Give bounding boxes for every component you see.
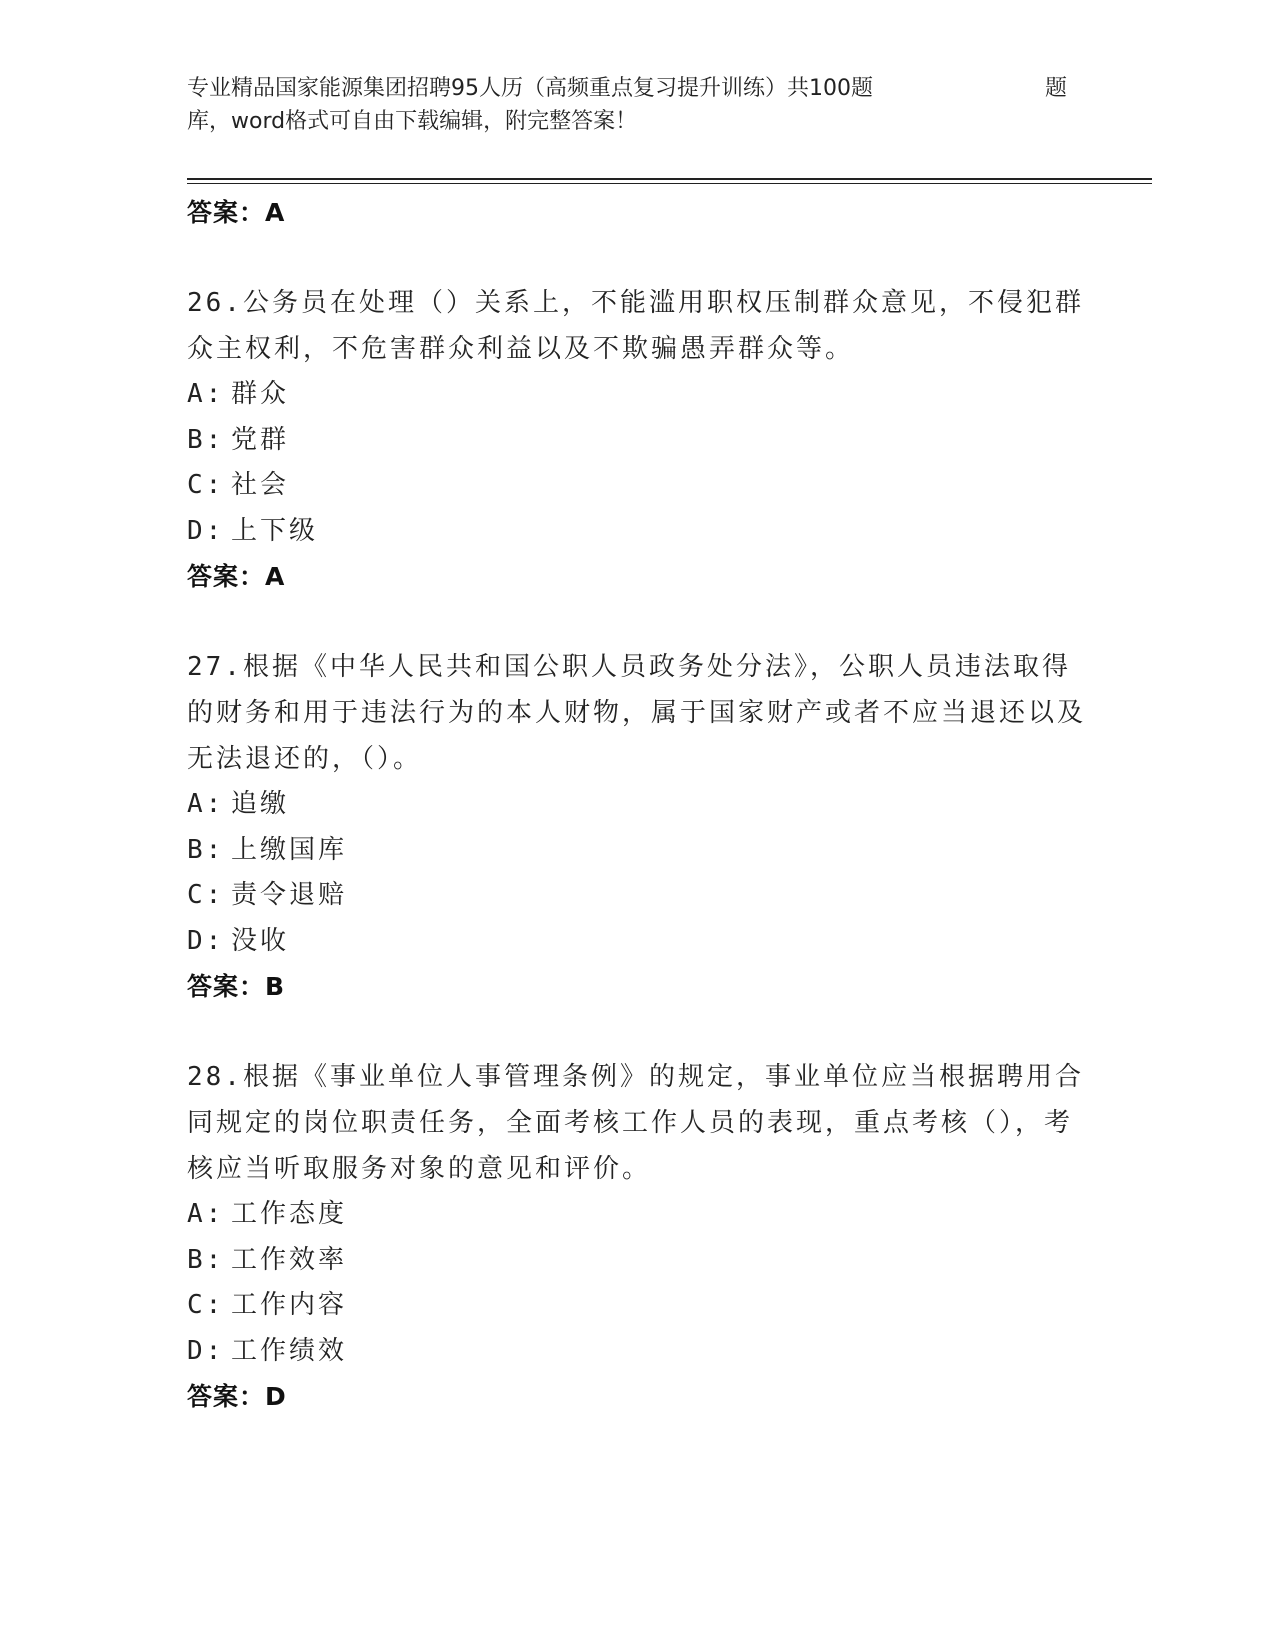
page-header	[187, 72, 1067, 138]
option-text: 责令退赔	[231, 880, 348, 910]
question-text: 26.公务员在处理（）关系上，不能滥用职权压制群众意见，不侵犯群众主权利，不危害群众利益以及不欺骗愚弄群众等。	[187, 288, 1084, 364]
header-divider-thin	[187, 183, 1152, 184]
option-text: 上下级	[231, 515, 319, 546]
spacer	[187, 600, 1087, 644]
option-text: 工作内容	[231, 1290, 348, 1320]
answer-line: 答案：D	[187, 1382, 287, 1411]
option-letter: C:	[187, 1290, 225, 1320]
option-c	[187, 1283, 1087, 1329]
option-a	[187, 372, 1087, 418]
option-b	[187, 418, 1087, 464]
option-b	[187, 1238, 1087, 1284]
option-text: 工作态度	[231, 1199, 348, 1229]
option-a	[187, 1192, 1087, 1238]
option-letter: D:	[187, 1335, 225, 1366]
option-text: 工作效率	[231, 1244, 348, 1275]
header-title-line2: 库，word格式可自由下载编辑，附完整答案！	[187, 109, 638, 134]
answer-line: 答案：A	[187, 562, 286, 591]
option-d	[187, 1329, 1087, 1375]
question-block	[187, 1054, 1087, 1420]
option-letter: A:	[187, 789, 225, 819]
question-list	[187, 190, 1087, 1420]
option-letter: D:	[187, 515, 225, 546]
question-text: 27.根据《中华人民共和国公职人员政务处分法》，公职人员违法取得的财务和用于违法行为的本人财物，属于国家财产或者不应当退还以及无法退还的，（）。	[187, 652, 1087, 774]
option-letter: A:	[187, 379, 225, 409]
option-text: 社会	[231, 470, 290, 500]
option-text: 群众	[231, 379, 290, 409]
question-block	[187, 280, 1087, 600]
option-letter: C:	[187, 470, 225, 500]
option-letter: B:	[187, 424, 225, 455]
header-title-line1: 专业精品国家能源集团招聘95人历（高频重点复习提升训练）共100题	[187, 76, 873, 101]
option-b	[187, 828, 1087, 874]
option-letter: A:	[187, 1199, 225, 1229]
option-text: 没收	[231, 925, 290, 956]
option-letter: B:	[187, 1244, 225, 1275]
answer-line: 答案：B	[187, 972, 286, 1001]
option-c	[187, 463, 1087, 509]
option-letter: B:	[187, 834, 225, 865]
question-text: 28.根据《事业单位人事管理条例》的规定，事业单位应当根据聘用合同规定的岗位职责任务，全面考核工作人员的表现，重点考核（），考核应当听取服务对象的意见和评价。	[187, 1062, 1084, 1184]
spacer	[187, 236, 1087, 280]
option-text: 党群	[231, 424, 290, 455]
option-text: 工作绩效	[231, 1335, 348, 1366]
spacer	[187, 1010, 1087, 1054]
option-letter: D:	[187, 925, 225, 956]
header-title-tail: 题	[1044, 76, 1067, 101]
option-text: 追缴	[231, 789, 290, 819]
header-divider-thick	[187, 178, 1152, 180]
option-letter: C:	[187, 880, 225, 910]
option-c	[187, 873, 1087, 919]
option-d	[187, 919, 1087, 965]
previous-answer: 答案：A	[187, 198, 286, 227]
option-text: 上缴国库	[231, 834, 348, 865]
question-block	[187, 644, 1087, 1010]
option-d	[187, 509, 1087, 555]
option-a	[187, 782, 1087, 828]
